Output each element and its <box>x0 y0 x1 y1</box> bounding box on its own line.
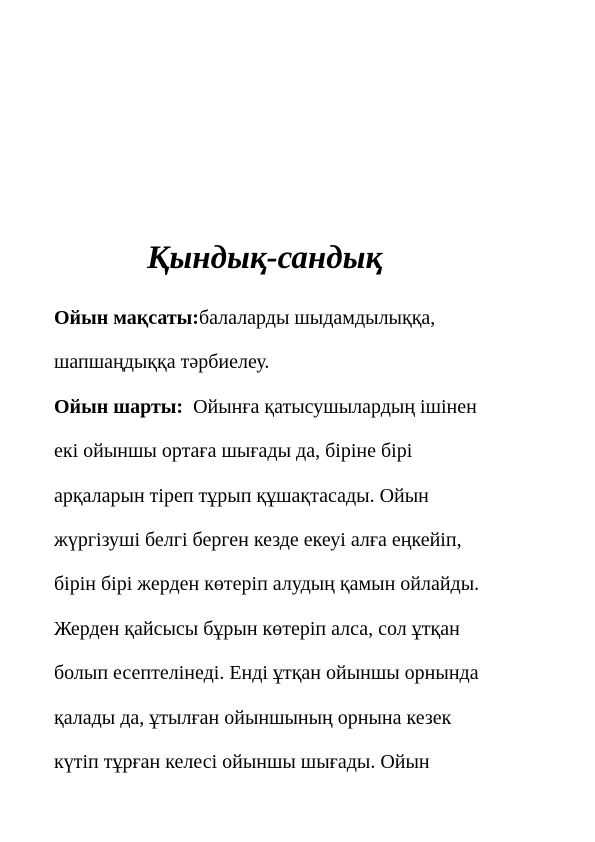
purpose-label: Ойын мақсаты: <box>54 307 199 329</box>
rules-line: бірін бірі жерден көтеріп алудың қамын ойлайды. <box>54 573 480 596</box>
rules-line-1 <box>54 385 574 429</box>
rules-line: Жерден қайсысы бұрын көтеріп алса, сол ұтқан <box>54 617 460 640</box>
rules-line: екі ойыншы ортаға шығады да, біріне бірі <box>54 440 413 463</box>
purpose-line-1 <box>54 296 574 340</box>
rules-line: арқаларын тіреп тұрып құшақтасады. Ойын <box>54 484 429 507</box>
document-title: Қындық-сандық <box>147 240 383 276</box>
purpose-line-2: шапшаңдыққа тәрбиелеу. <box>54 351 270 374</box>
rules-line: жүргізуші белгі берген кезде екеуі алға еңкейіп, <box>54 528 462 551</box>
rules-line: күтіп тұрған келесі ойыншы шығады. Ойын <box>54 750 430 773</box>
document-body <box>54 296 574 784</box>
rules-line: қалады да, ұтылған ойыншының орнына кезек <box>54 706 452 729</box>
rules-label: Ойын шарты: <box>54 395 184 418</box>
purpose-text: балаларды шыдамдылыққа, <box>198 307 436 329</box>
rules-line: болып есептелінеді. Енді ұтқан ойыншы орнында <box>54 662 479 685</box>
rules-text-first: Ойынға қатысушылардың ішінен <box>193 395 477 418</box>
